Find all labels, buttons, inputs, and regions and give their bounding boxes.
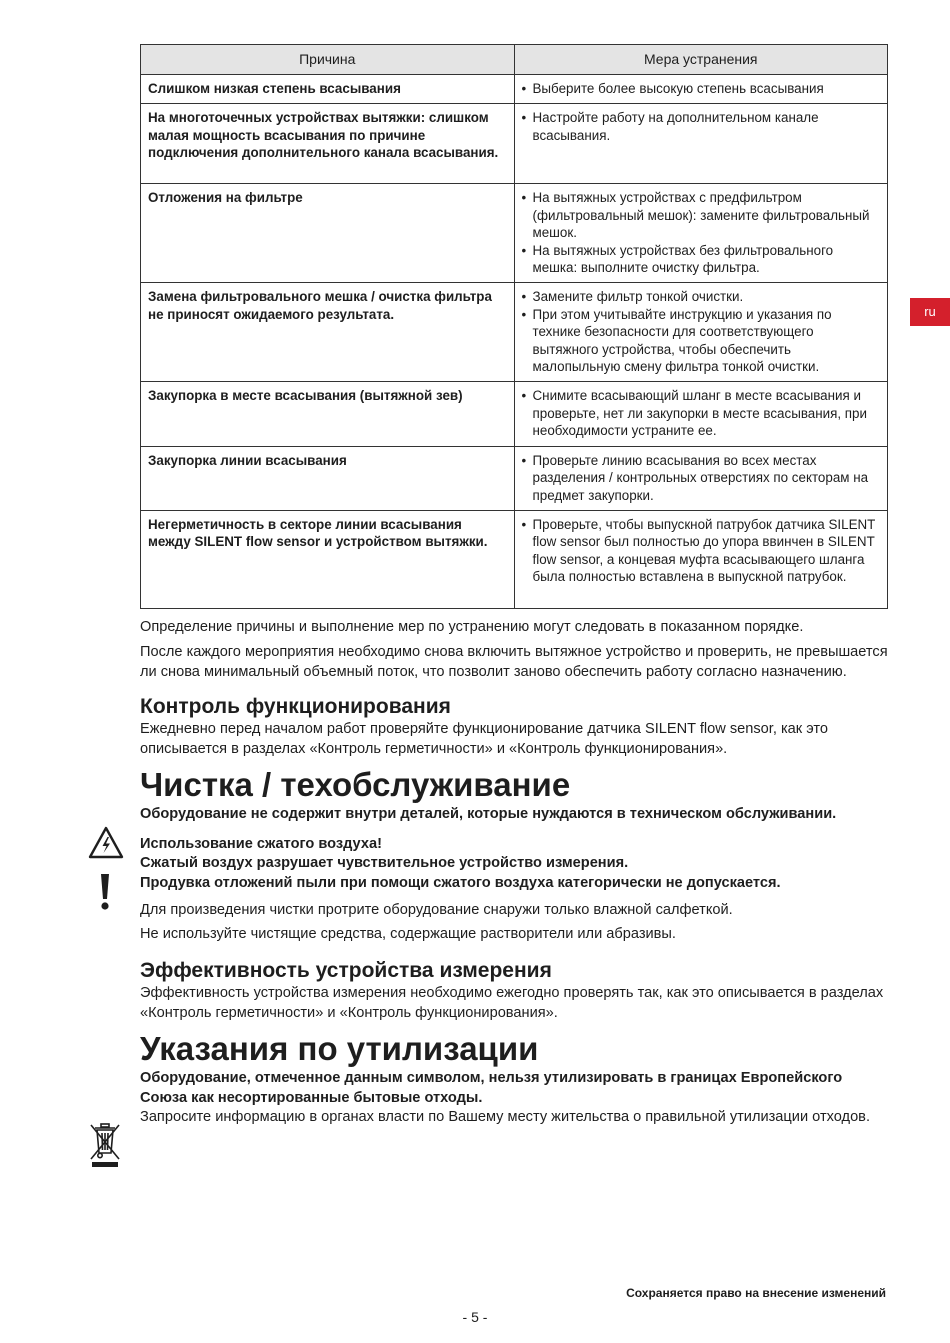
- troubleshooting-table: [140, 44, 888, 609]
- cause-cell: Негерметичность в секторе линии всасывания между SILENT flow sensor и устройством вытяжки.: [141, 510, 515, 608]
- page-number: - 5 -: [462, 1309, 488, 1325]
- language-tab: ru: [910, 298, 950, 326]
- cleaning-heading: Чистка / техобслуживание: [140, 766, 571, 804]
- order-note: Определение причины и выполнение мер по устранению могут следовать в показанном порядке.: [140, 618, 804, 635]
- remedy-cell: [514, 184, 888, 283]
- list-item: • На вытяжных устройствах без фильтровального мешка: выполните очистку фильтра.: [522, 242, 881, 277]
- disposal-text: Запросите информацию в органах власти по Вашему месту жительства о правильной утилизации отходов.: [140, 1109, 870, 1126]
- disposal-heading: Указания по утилизации: [140, 1030, 539, 1068]
- page-content: [140, 44, 888, 1128]
- list-item: • При этом учитывайте инструкцию и указания по технике безопасности для соответствующего вытяжного устройства, чтобы обеспечить малопыльную смену фильтра тонкой очистки.: [522, 306, 881, 376]
- after-action-note: После каждого мероприятия необходимо снова включить вытяжное устройство и проверить, не превышается ли снова минимальный объемный поток, что позволит заново обеспечить работу согласно назначению.: [140, 644, 888, 680]
- table-row: [141, 283, 888, 382]
- list-item: • Проверьте линию всасывания во всех местах разделения / контрольных отверстиях по секторам на предмет закупорки.: [522, 452, 881, 504]
- compressed-air-line3: Продувка отложений пыли при помощи сжатого воздуха категорически не допускается.: [140, 874, 781, 891]
- header-cause: Причина: [141, 45, 515, 75]
- cause-cell: Слишком низкая степень всасывания: [141, 75, 515, 104]
- compressed-air-line2: Сжатый воздух разрушает чувствительное устройство измерения.: [140, 855, 629, 872]
- list-item: • Снимите всасывающий шланг в месте всасывания и проверьте, нет ли закупорки в месте всасывания, при необходимости устраните ее.: [522, 387, 881, 439]
- exclamation-icon: [99, 873, 111, 911]
- cause-cell: На многоточечных устройствах вытяжки: слишком малая мощность всасывания по причине подключения дополнительного канала всасывания.: [141, 104, 515, 184]
- cause-cell: Закупорка в месте всасывания (вытяжной зев): [141, 382, 515, 446]
- remedy-cell: [514, 446, 888, 510]
- table-row: [141, 104, 888, 184]
- cleaning-text-2: Не используйте чистящие средства, содержащие растворители или абразивы.: [140, 925, 676, 942]
- function-control-heading: Контроль функционирования: [140, 695, 451, 719]
- list-item: • На вытяжных устройствах с предфильтром (фильтровальный мешок): замените фильтровальный мешок.: [522, 189, 881, 241]
- cause-cell: Отложения на фильтре: [141, 184, 515, 283]
- cleaning-text-1: Для произведения чистки протрите оборудование снаружи только влажной салфеткой.: [140, 902, 733, 919]
- disposal-warning: Оборудование, отмеченное данным символом, нельзя утилизировать в границах Европейского Союза как несортированные бытовые отходы.: [140, 1070, 843, 1106]
- remedy-cell: [514, 75, 888, 104]
- remedy-cell: [514, 283, 888, 382]
- list-item: • Замените фильтр тонкой очистки.: [522, 288, 881, 305]
- header-remedy: Мера устранения: [514, 45, 888, 75]
- table-row: [141, 382, 888, 446]
- footer-note: Сохраняется право на внесение изменений: [626, 1286, 886, 1300]
- list-item: • Настройте работу на дополнительном канале всасывания.: [522, 109, 881, 144]
- list-item: • Выберите более высокую степень всасывания: [522, 80, 881, 97]
- efficiency-heading: Эффективность устройства измерения: [140, 959, 552, 983]
- electric-warning-icon: [88, 826, 124, 859]
- crossed-bin-icon: [88, 1121, 122, 1169]
- cause-cell: Закупорка линии всасывания: [141, 446, 515, 510]
- compressed-air-title: Использование сжатого воздуха!: [140, 835, 382, 852]
- remedy-cell: [514, 104, 888, 184]
- table-row: [141, 184, 888, 283]
- electric-warning-text: Оборудование не содержит внутри деталей, которые нуждаются в техническом обслуживании.: [140, 806, 837, 823]
- table-row: [141, 446, 888, 510]
- table-row: [141, 510, 888, 608]
- remedy-cell: [514, 382, 888, 446]
- efficiency-text: Эффективность устройства измерения необходимо ежегодно проверять так, как это описывается в разделах «Контроль герметичности» и «Контроль функционирования».: [140, 985, 884, 1021]
- table-row: [141, 75, 888, 104]
- cause-cell: Замена фильтровального мешка / очистка фильтра не приносят ожидаемого результата.: [141, 283, 515, 382]
- table-header-row: [141, 45, 888, 75]
- compressed-air-warning: [140, 835, 888, 894]
- remedy-cell: [514, 510, 888, 608]
- list-item: • Проверьте, чтобы выпускной патрубок датчика SILENT flow sensor был полностью до упора ввинчен в SILENT flow sensor, а концевая муфта всасывающего шланга была полностью вставлена в выпускной патрубок.: [522, 516, 881, 586]
- function-control-text: Ежедневно перед началом работ проверяйте функционирование датчика SILENT flow sensor, как это описывается в разделах «Контроль герметичности» и «Контроль функционирования».: [140, 721, 828, 757]
